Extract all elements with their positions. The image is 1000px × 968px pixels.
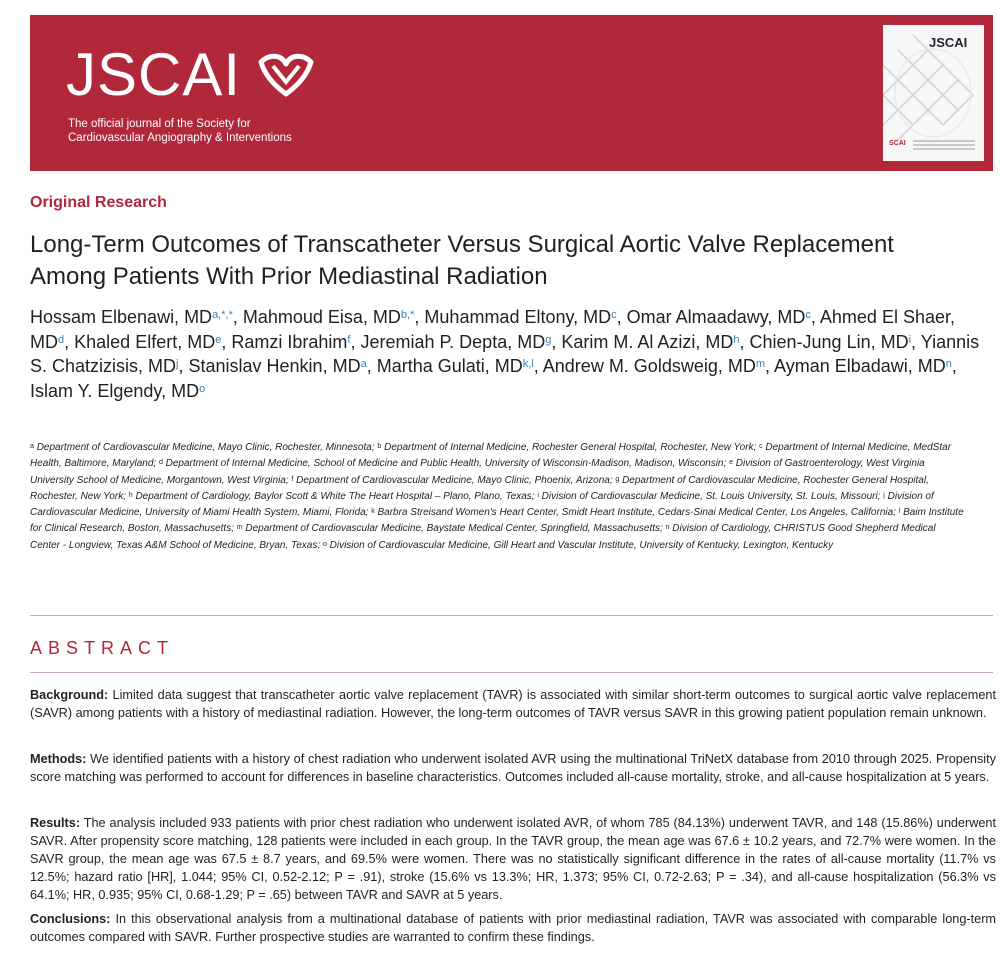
affiliation-marker: n [665, 524, 670, 532]
affiliation-text: Division of Cardiovascular Medicine, University of Miami Health System, Miami, Florida; [30, 490, 934, 519]
affiliation-marker: o [322, 540, 327, 548]
affiliation-text: Department of Cardiovascular Medicine, Mayo Clinic, Phoenix, Arizona; [296, 474, 613, 486]
author-list: Hossam Elbenawi, $MD^{a,*,*}$, Mahmoud Eisa, $MD^{b,*}$, Muhammad Eltony, $MD^c$, Omar Almaadawy, $MD^c$, Ahmed El Shaer, $MD^d$, Khaled Elfert, MDe, Ramzi Ibrahim$^f$, Jeremiah P. Depta, $MD^g$, Karim M. Al Azizi, $MD^h$, Chien-Jung Lin, $MD^i$, Yiannis S. Chatzizisis, $MD^j$, Stanislav Henkin, $MD^a$, Martha Gulati, MD$^{k,l}$, Andrew M. Goldsweig, $MD^m$, Ayman Elbadawi, $MD^n$, Islam Y. Elgendy, $MD^o$ [30, 307, 980, 401]
journal-banner [30, 15, 993, 171]
affiliation [537, 491, 880, 502]
author-name: Mahmoud Eisa, MD [242, 307, 401, 327]
author-name: Yiannis S. Chatzizisis, MD [30, 331, 980, 376]
affiliation-marker: g [615, 475, 620, 483]
affiliation-marker: f [291, 475, 294, 483]
conclusions-label: Conclusions: [30, 912, 111, 926]
affiliation-text: Division of Cardiovascular Medicine, St. Louis University, St. Louis, Missouri; [541, 490, 881, 502]
author [561, 332, 739, 352]
author-affiliation-ref[interactable]: d [58, 333, 65, 346]
affiliation-marker: j [883, 491, 885, 499]
author-affiliation-ref[interactable]: a [360, 358, 367, 370]
author-affiliation-ref[interactable]: b,* [400, 309, 415, 321]
author [74, 332, 221, 352]
affiliation-text: Barbra Streisand Women's Heart Center, Smidt Heart Institute, Cedars-Sinai Medical Center, Los Angeles, California; [377, 507, 896, 519]
affiliation-marker: a [30, 443, 34, 450]
journal-tagline-line-1: The official journal of the Society for [68, 118, 251, 130]
affiliation [377, 442, 756, 453]
abstract-conclusions [30, 910, 996, 946]
author [30, 307, 233, 327]
cover-title: JSCAI [929, 35, 968, 50]
affiliation-text: Department of Internal Medicine, MedStar Health, Baltimore, Maryland; [30, 442, 952, 470]
author-affiliation-ref[interactable]: m [755, 358, 766, 370]
affiliation-marker: l [898, 508, 901, 516]
affiliation-text: Division of Cardiology, CHRISTUS Good Shepherd Medical Center - Longview, Texas A&M School of Medicine, Bryan, Texas; [30, 523, 936, 551]
author-name: Andrew M. Goldsweig, MD [542, 356, 756, 376]
author-name: Ramzi Ibrahim [231, 331, 348, 352]
affiliation-marker: h [128, 491, 133, 499]
author-affiliation-ref[interactable]: n [945, 358, 952, 370]
article-title: Long-Term Outcomes of Transcatheter Versus Surgical Aortic Valve Replacement Among Patients With Prior Mediastinal Radiation [30, 231, 894, 290]
author-name: Stanislav Henkin, MD [188, 356, 361, 376]
author-name: Khaled Elfert, MD [74, 331, 216, 352]
abstract-background [30, 686, 996, 722]
author [543, 356, 765, 376]
author [231, 332, 350, 352]
author-name: Hossam Elbenawi, MD [30, 307, 213, 327]
author-name: Jeremiah P. Depta, MD [360, 331, 546, 352]
author-affiliation-ref[interactable]: k,l [522, 358, 534, 370]
affiliation-text: Division of Gastroenterology, West Virginia University School of Medicine, Morgantown, West Virginia; [30, 458, 925, 486]
affiliation-marker: b [377, 443, 382, 450]
affiliation-text: Department of Cardiovascular Medicine, Baystate Medical Center, Springfield, Massachusetts; [245, 523, 663, 535]
affiliation [129, 491, 535, 502]
article-type-label: Original Research [30, 194, 167, 211]
author [377, 356, 534, 376]
background-text: Limited data suggest that transcatheter aortic valve replacement (TAVR) is associated with similar short-term outcomes to surgical aortic valve replacement (SAVR) among patients with a history of mediastinal radiation. However, the long-term outcomes of TAVR versus SAVR in this growing patient population remain unknown. [30, 688, 997, 720]
affiliation-marker: e [729, 459, 733, 467]
affiliation [291, 475, 612, 486]
author-affiliation-ref[interactable]: o [199, 382, 206, 395]
affiliation-marker: m [236, 524, 243, 532]
affiliation-marker: i [537, 491, 539, 499]
abstract-results [30, 814, 996, 904]
affiliation-text: Baim Institute for Clinical Research, Boston, Massachusetts; [30, 507, 964, 535]
author-name: Ahmed El Shaer, MD [30, 307, 955, 352]
author [243, 307, 415, 327]
author [627, 307, 811, 327]
author-affiliation-ref[interactable]: h [733, 333, 740, 346]
results-label: Results: [30, 816, 81, 830]
author-affiliation-ref[interactable]: g [545, 333, 552, 346]
author-affiliation-ref[interactable]: f [347, 333, 351, 346]
affiliation-text: Department of Cardiovascular Medicine, Mayo Clinic, Rochester, Minnesota; [36, 442, 375, 453]
journal-cover-thumbnail [883, 25, 984, 161]
affiliation-text: Department of Internal Medicine, School of Medicine and Public Health, University of Wisconsin-Madison, Madison, Wisconsin; [165, 458, 727, 470]
author-name: Karim M. Al Azizi, MD [561, 331, 734, 352]
results-text: The analysis included 933 patients with prior chest radiation who underwent isolated AVR, of whom 785 (84.13%) underwent TAVR, and 148 (15.86%) underwent SAVR. After propensity score matching, 128 patients were included in each group. In the TAVR group, the mean age was 67.6 ± 10.2 years, and 72.7% were women. In the SAVR group, the mean age was 67.5 ± 8.7 years, and 69.5% were women. There was no statistically significant difference in the rates of all-cause mortality (11.7% vs 12.5%; hazard ratio [HR], 1.044; 95% CI, 0.52-2.12; P = .91), stroke (15.6% vs 13.3%; HR, 1.373; 95% CI, 0.72-2.63; P = .34), and all-cause hospitalization (56.3% vs 64.1%; HR, 0.935; 95% CI, 0.68-1.29; P = .65) between TAVR and SAVR at 5 years. [30, 816, 997, 902]
author-name: Omar Almaadawy, MD [626, 307, 806, 327]
section-divider [30, 615, 993, 616]
affiliation-marker: c [759, 443, 763, 450]
author-affiliation-ref[interactable]: c [805, 309, 811, 321]
author-name: Muhammad Eltony, MD [424, 307, 612, 327]
methods-text: We identified patients with a history of chest radiation who underwent isolated AVR using the multinational TriNetX database from 2010 through 2025. Propensity score matching was performed to account for differences in baseline characteristics. Outcomes included all-cause mortality, stroke, and all-cause hospitalization at 5 years. [30, 752, 996, 784]
affiliation [371, 507, 896, 518]
author [30, 381, 205, 401]
abstract-methods [30, 750, 996, 786]
affiliation-text: Division of Cardiovascular Medicine, Gill Heart and Vascular Institute, University of Kentucky, Lexington, Kentucky [329, 539, 834, 551]
affiliation [159, 458, 726, 469]
author [360, 332, 551, 352]
logo-text: JSCAI [66, 41, 242, 108]
affiliation-text: Department of Cardiovascular Medicine, Rochester General Hospital, Rochester, New York; [30, 474, 929, 502]
abstract-divider [30, 672, 993, 673]
affiliation [30, 442, 375, 453]
affiliation-text: Department of Cardiology, Baylor Scott & White The Heart Hospital – Plano, Plano, Texas; [135, 490, 535, 502]
conclusions-text: In this observational analysis from a multinational database of patients with prior mediastinal radiation, TAVR was associated with comparable long-term outcomes compared with SAVR. Further prospective studies are warranted to confirm these findings. [30, 912, 996, 944]
affiliation [323, 540, 833, 551]
author-affiliation-ref[interactable]: j [176, 358, 179, 370]
affiliation [237, 523, 663, 534]
author-name: Martha Gulati, MD [376, 356, 523, 376]
cover-fine-print [913, 140, 975, 152]
methods-label: Methods: [30, 752, 87, 766]
affiliation-marker: k [371, 508, 375, 516]
author-affiliation-ref[interactable]: i [908, 333, 912, 346]
author [750, 332, 912, 352]
author-name: Chien-Jung Lin, MD [749, 331, 909, 352]
author-affiliation-ref[interactable]: a,*,* [212, 309, 233, 321]
author-affiliation-ref[interactable]: e [215, 333, 222, 346]
author-name: Ayman Elbadawi, MD [774, 356, 946, 376]
cover-logo: SCAI [889, 140, 906, 147]
author-name: Islam Y. Elgendy, MD [30, 380, 200, 401]
author [424, 307, 616, 327]
journal-logo [66, 43, 317, 107]
affiliation-text: Department of Internal Medicine, Rochester General Hospital, Rochester, New York; [384, 442, 757, 453]
affiliation-marker: d [158, 459, 163, 467]
background-label: Background: [30, 688, 109, 702]
heart-valve-icon [255, 52, 317, 98]
author-affiliation-ref[interactable]: c [611, 309, 617, 321]
abstract-heading: ABSTRACT [30, 638, 175, 658]
affiliation-list [30, 440, 965, 554]
journal-tagline-line-2: Cardiovascular Angiography & Interventions [68, 132, 292, 144]
author [774, 356, 952, 376]
author [189, 356, 367, 376]
